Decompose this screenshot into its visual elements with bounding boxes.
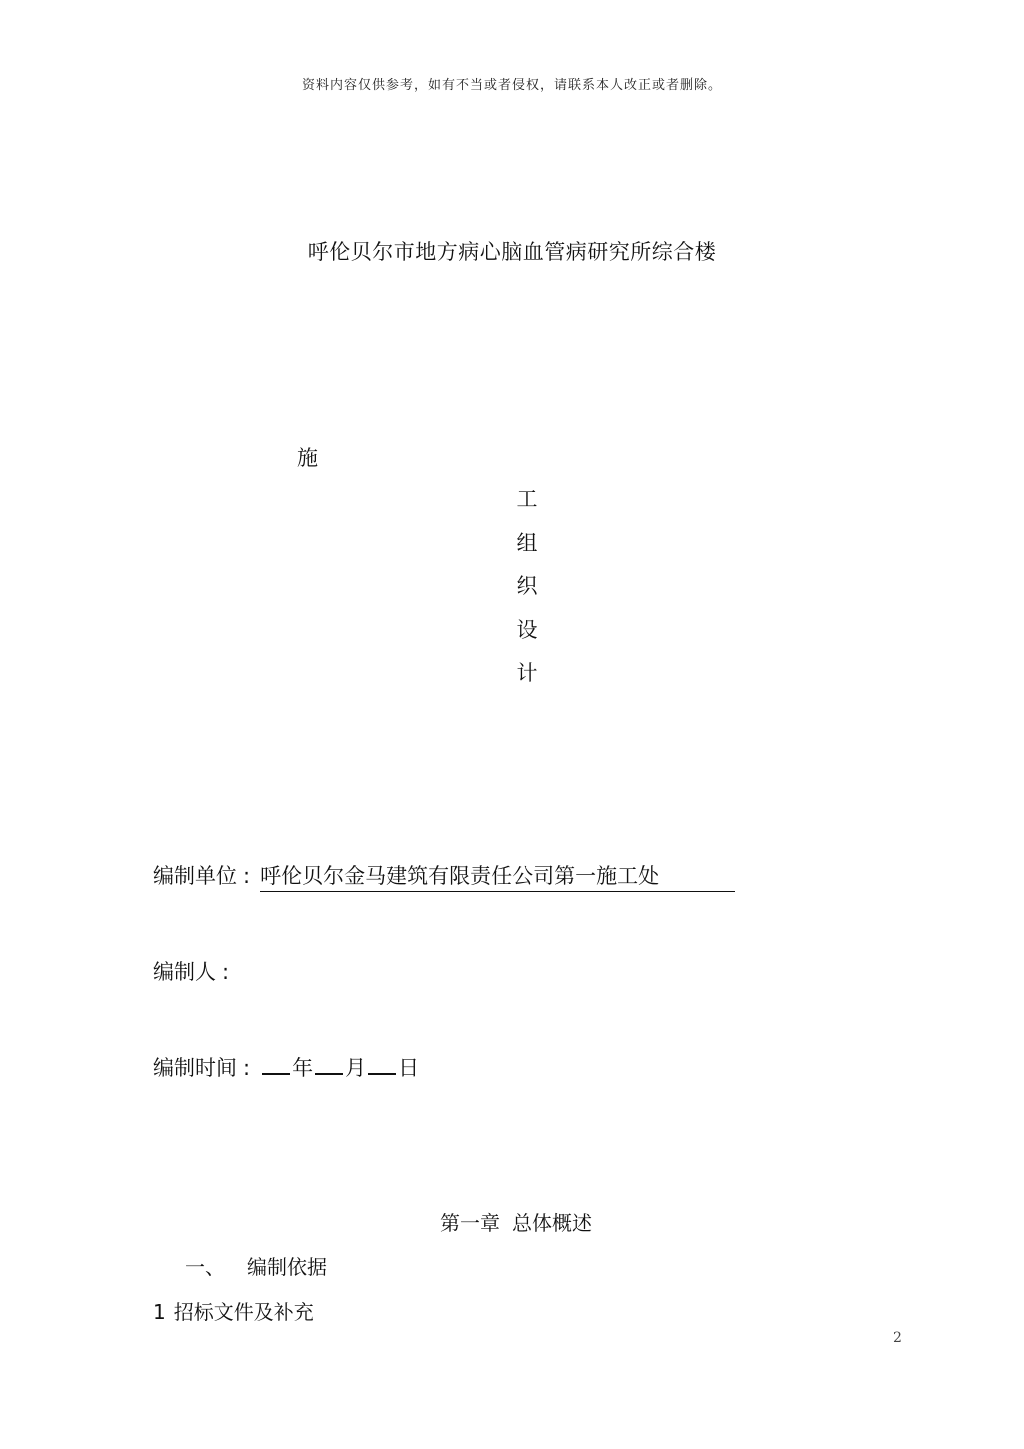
author-colon: : — [222, 960, 230, 984]
day-blank — [368, 1055, 396, 1075]
subsection-title: 招标文件及补充 — [173, 1300, 314, 1324]
subsection-heading — [153, 1296, 314, 1325]
chapter-number: 第一章 — [440, 1211, 500, 1235]
section-number: 一、 — [185, 1255, 225, 1279]
section-heading — [185, 1251, 327, 1280]
project-title: 呼伦贝尔市地方病心脑血管病研究所综合楼 — [307, 240, 717, 264]
section-title: 编制依据 — [247, 1255, 327, 1279]
month-blank — [315, 1055, 343, 1075]
day-unit: 日 — [398, 1056, 420, 1080]
org-field — [153, 860, 735, 892]
doc-type-vertical-chars — [514, 486, 540, 704]
doc-type-char: 设 — [516, 617, 538, 642]
date-label: 编制时间 — [153, 1056, 237, 1080]
org-label: 编制单位 — [153, 864, 237, 888]
date-field — [153, 1052, 419, 1082]
date-colon: : — [243, 1056, 251, 1080]
author-label: 编制人 — [153, 960, 216, 984]
doc-type-char: 组 — [516, 530, 538, 555]
author-field — [153, 956, 239, 986]
org-colon: : — [243, 864, 251, 888]
year-blank — [262, 1055, 290, 1075]
subsection-number: 1 — [153, 1300, 166, 1324]
doc-type-first-char: 施 — [297, 446, 318, 470]
chapter-title: 总体概述 — [512, 1211, 592, 1235]
org-value: 呼伦贝尔金马建筑有限责任公司第一施工处 — [260, 860, 735, 892]
doc-type-char: 工 — [516, 487, 538, 511]
doc-type-char: 计 — [516, 661, 538, 685]
header-disclaimer: 资料内容仅供参考，如有不当或者侵权，请联系本人改正或者删除。 — [301, 78, 722, 93]
chapter-heading — [440, 1207, 592, 1236]
year-unit: 年 — [292, 1056, 314, 1080]
month-unit: 月 — [345, 1056, 367, 1080]
page-number: 2 — [893, 1330, 902, 1346]
doc-type-char: 织 — [516, 574, 538, 598]
